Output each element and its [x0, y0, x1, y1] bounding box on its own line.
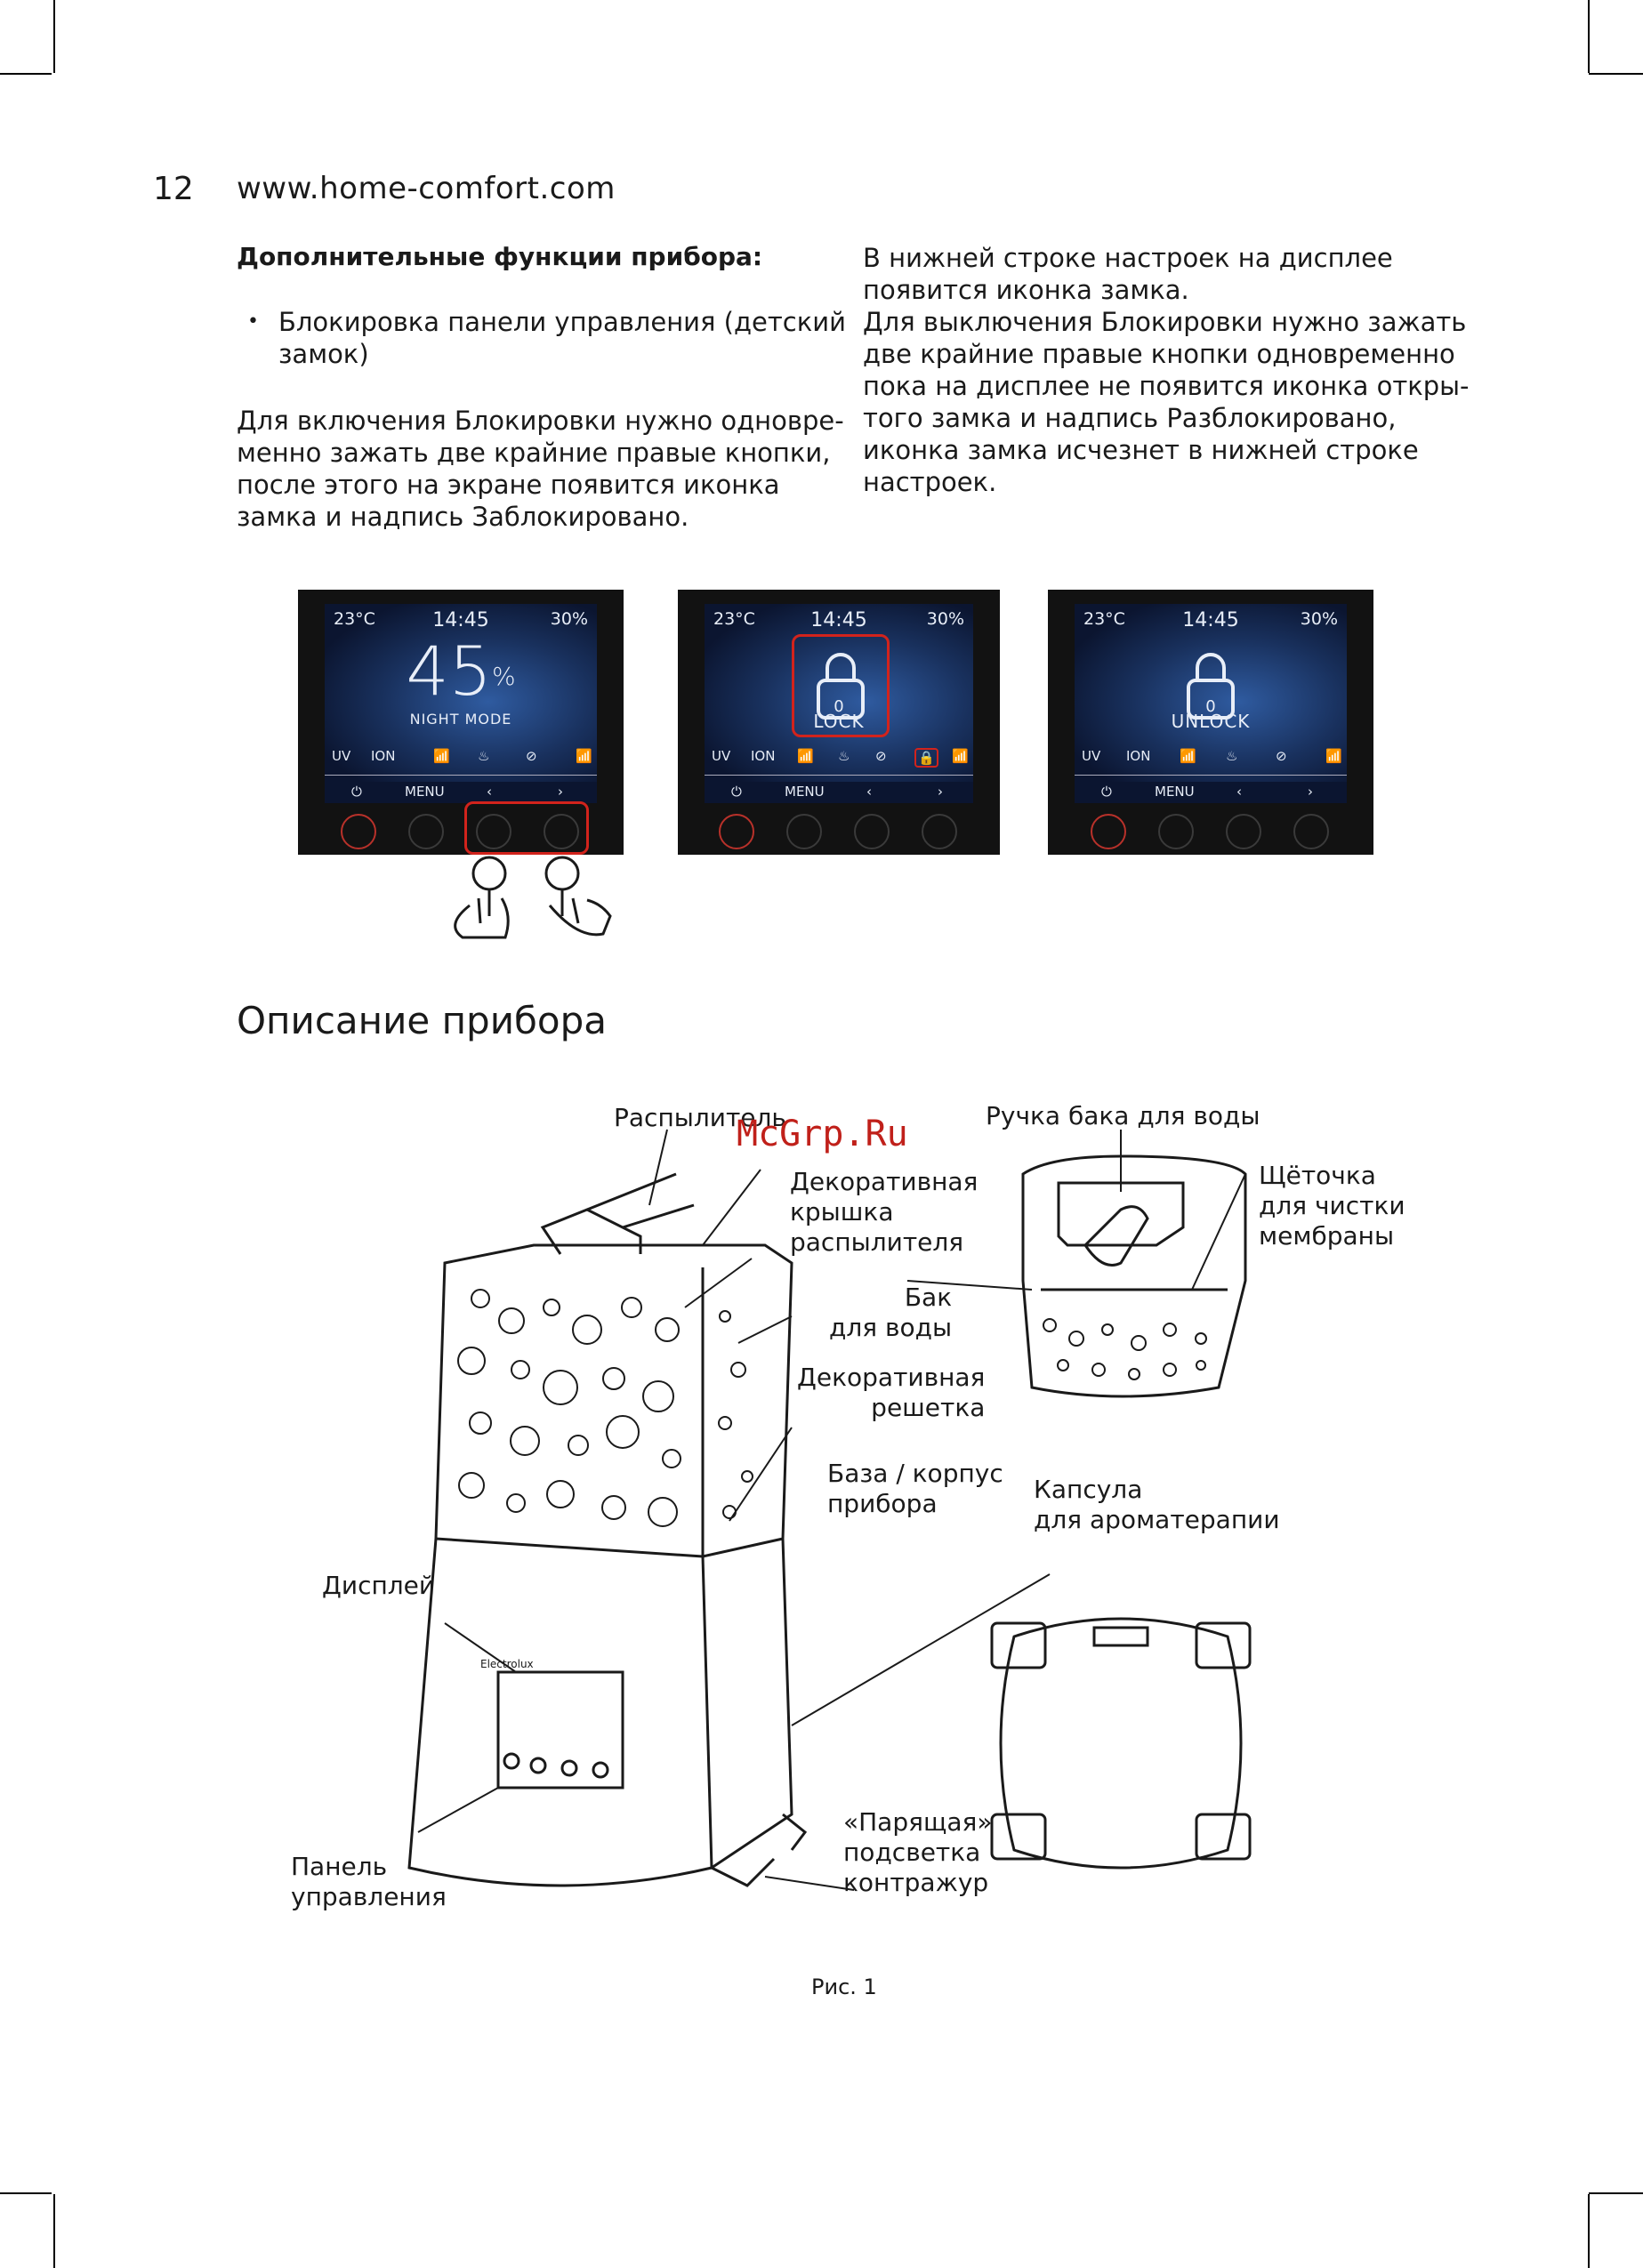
- lcd-panel: [325, 604, 597, 782]
- display-screen-lock: [678, 590, 1000, 855]
- mode-label: LOCK: [813, 711, 865, 732]
- crop-mark: [53, 0, 55, 73]
- crop-mark: [1589, 73, 1643, 75]
- tank-illustration: [1023, 1156, 1245, 1396]
- text-line: иконка замка исчезнет в нижней строке: [863, 435, 1419, 465]
- hand-icon: [546, 857, 610, 935]
- chevron-right-icon: ›: [1308, 784, 1313, 800]
- menu-label: MENU: [1155, 784, 1195, 800]
- menu-button[interactable]: [786, 814, 822, 849]
- text-line: менно зажать две крайние правые кнопки,: [237, 438, 831, 468]
- steam-off-icon: ⊘: [875, 748, 887, 764]
- humidity: 30%: [550, 609, 588, 629]
- menu-bar: [705, 782, 973, 803]
- steam-off-icon: ⊘: [1276, 748, 1287, 764]
- text-line: Для выключения Блокировки нужно зажать: [863, 307, 1467, 337]
- humidity-value: 45: [406, 631, 493, 711]
- highlight-frame: [792, 634, 890, 737]
- power-button[interactable]: [1091, 814, 1126, 849]
- crop-mark: [1588, 0, 1590, 73]
- decorative-grille-pattern: [458, 1290, 753, 1526]
- website-url[interactable]: www.home-comfort.com: [237, 171, 616, 206]
- left-button[interactable]: [854, 814, 890, 849]
- menu-label: MENU: [405, 784, 445, 800]
- temperature: 23°C: [334, 609, 375, 629]
- wifi-icon: 📶: [1325, 748, 1342, 764]
- bullet-marker: •: [247, 310, 259, 333]
- label-decorative-grille: Декоративная решетка: [797, 1363, 986, 1422]
- wifi-icon: 📶: [797, 748, 814, 764]
- chevron-right-icon: ›: [938, 784, 943, 800]
- text-line: В нижней строке настроек на дисплее: [863, 243, 1393, 273]
- divider: [1075, 775, 1347, 776]
- crop-mark: [53, 2194, 55, 2268]
- wifi-icon: 📶: [952, 748, 969, 764]
- power-icon: ⏻: [351, 784, 362, 800]
- label-base-body: База / корпус прибора: [827, 1459, 1003, 1518]
- power-button[interactable]: [719, 814, 754, 849]
- right-button[interactable]: [1293, 814, 1329, 849]
- highlight-frame: [464, 801, 589, 855]
- menu-label: MENU: [785, 784, 825, 800]
- crop-mark: [0, 73, 52, 75]
- lock-small-icon: 🔒: [914, 748, 938, 768]
- bullet-child-lock: Блокировка панели управления (детский замок): [278, 307, 846, 369]
- right-button[interactable]: [922, 814, 957, 849]
- pressing-hands-illustration: [427, 854, 640, 943]
- humidifier-illustration: [409, 1174, 805, 1886]
- mode-label: UNLOCK: [1171, 711, 1251, 732]
- label-display: Дисплей: [322, 1571, 436, 1600]
- power-button[interactable]: [341, 814, 376, 849]
- clock: 14:45: [1182, 609, 1239, 631]
- humidity: 30%: [1300, 609, 1338, 629]
- ion-indicator: ION: [751, 748, 776, 764]
- hand-icon: [455, 857, 509, 937]
- crop-mark: [1588, 2194, 1590, 2268]
- control-buttons: [678, 814, 1000, 849]
- text-line: того замка и надпись Разблокировано,: [863, 403, 1397, 433]
- label-membrane-brush: Щёточка для чистки мембраны: [1259, 1161, 1405, 1251]
- functions-heading: Дополнительные функции прибора:: [237, 242, 763, 271]
- wifi-icon: 📶: [1180, 748, 1196, 764]
- ion-indicator: ION: [371, 748, 396, 764]
- steam-icon: ♨: [478, 748, 490, 764]
- aroma-capsule: [1094, 1628, 1148, 1645]
- crop-mark: [1589, 2192, 1643, 2194]
- mode-label: NIGHT MODE: [409, 711, 512, 728]
- text-line: после этого на экране появится иконка: [237, 470, 780, 500]
- humidity: 30%: [926, 609, 964, 629]
- label-sprayer: Распылитель: [614, 1103, 786, 1132]
- lock-digit: 0: [834, 697, 844, 716]
- uv-indicator: UV: [332, 748, 351, 764]
- label-water-tank: Бак для воды: [829, 1283, 953, 1342]
- wifi-icon: 📶: [576, 748, 592, 764]
- steam-icon: ♨: [1226, 748, 1238, 764]
- unlock-instructions: [863, 242, 1477, 498]
- clock: 14:45: [810, 609, 867, 631]
- label-backlight: «Парящая» подсветка контражур: [843, 1807, 993, 1897]
- text-line: Для включения Блокировки нужно одновре-: [237, 406, 844, 436]
- chevron-left-icon: ‹: [487, 784, 492, 800]
- text-line: настроек.: [863, 467, 997, 497]
- chevron-right-icon: ›: [558, 784, 563, 800]
- status-icons: [705, 748, 973, 769]
- base-illustration: [992, 1619, 1250, 1868]
- uv-indicator: UV: [1082, 748, 1101, 764]
- control-buttons: [1048, 814, 1373, 849]
- power-icon: ⏻: [731, 784, 742, 800]
- ion-indicator: ION: [1126, 748, 1151, 764]
- left-button[interactable]: [1226, 814, 1261, 849]
- divider: [705, 775, 973, 776]
- steam-icon: ♨: [838, 748, 850, 764]
- lock-digit: 0: [1205, 697, 1216, 716]
- clock: 14:45: [432, 609, 489, 631]
- page-number: 12: [153, 171, 194, 207]
- power-icon: ⏻: [1101, 784, 1112, 800]
- lock-instructions: [237, 405, 850, 533]
- display-screen-night-mode: [298, 590, 624, 855]
- crop-mark: [0, 2192, 52, 2194]
- menu-button[interactable]: [1158, 814, 1194, 849]
- display-screen-unlock: [1048, 590, 1373, 855]
- text-line: две крайние правые кнопки одновременно: [863, 339, 1455, 369]
- text-line: появится иконка замка.: [863, 275, 1189, 305]
- label-aroma-capsule: Капсула для ароматерапии: [1034, 1475, 1280, 1534]
- text-line: пока на дисплее не появится иконка откры-: [863, 371, 1470, 401]
- uv-indicator: UV: [712, 748, 731, 764]
- section-title: Описание прибора: [237, 999, 608, 1042]
- menu-bar: [1075, 782, 1347, 803]
- wifi-icon: 📶: [433, 748, 450, 764]
- watermark: McGrp.Ru: [737, 1114, 908, 1154]
- label-control-panel: Панель управления: [291, 1852, 447, 1911]
- humidity-target: [325, 631, 597, 711]
- brand-logo: Electrolux: [480, 1658, 534, 1670]
- divider: [325, 775, 597, 776]
- chevron-left-icon: ‹: [1236, 784, 1242, 800]
- chevron-left-icon: ‹: [866, 784, 872, 800]
- status-icons: [325, 748, 597, 769]
- status-icons: [1075, 748, 1347, 769]
- menu-button[interactable]: [408, 814, 444, 849]
- figure-caption: Рис. 1: [811, 1974, 877, 1999]
- temperature: 23°C: [713, 609, 755, 629]
- temperature: 23°C: [1083, 609, 1125, 629]
- lcd-panel: [1075, 604, 1347, 782]
- steam-off-icon: ⊘: [526, 748, 537, 764]
- text-line: замка и надпись Заблокировано.: [237, 502, 689, 532]
- menu-bar: [325, 782, 597, 803]
- label-decorative-cap: Декоративная крышка распылителя: [790, 1167, 979, 1257]
- humidity-unit: %: [492, 662, 516, 691]
- label-tank-handle: Ручка бака для воды: [986, 1101, 1260, 1130]
